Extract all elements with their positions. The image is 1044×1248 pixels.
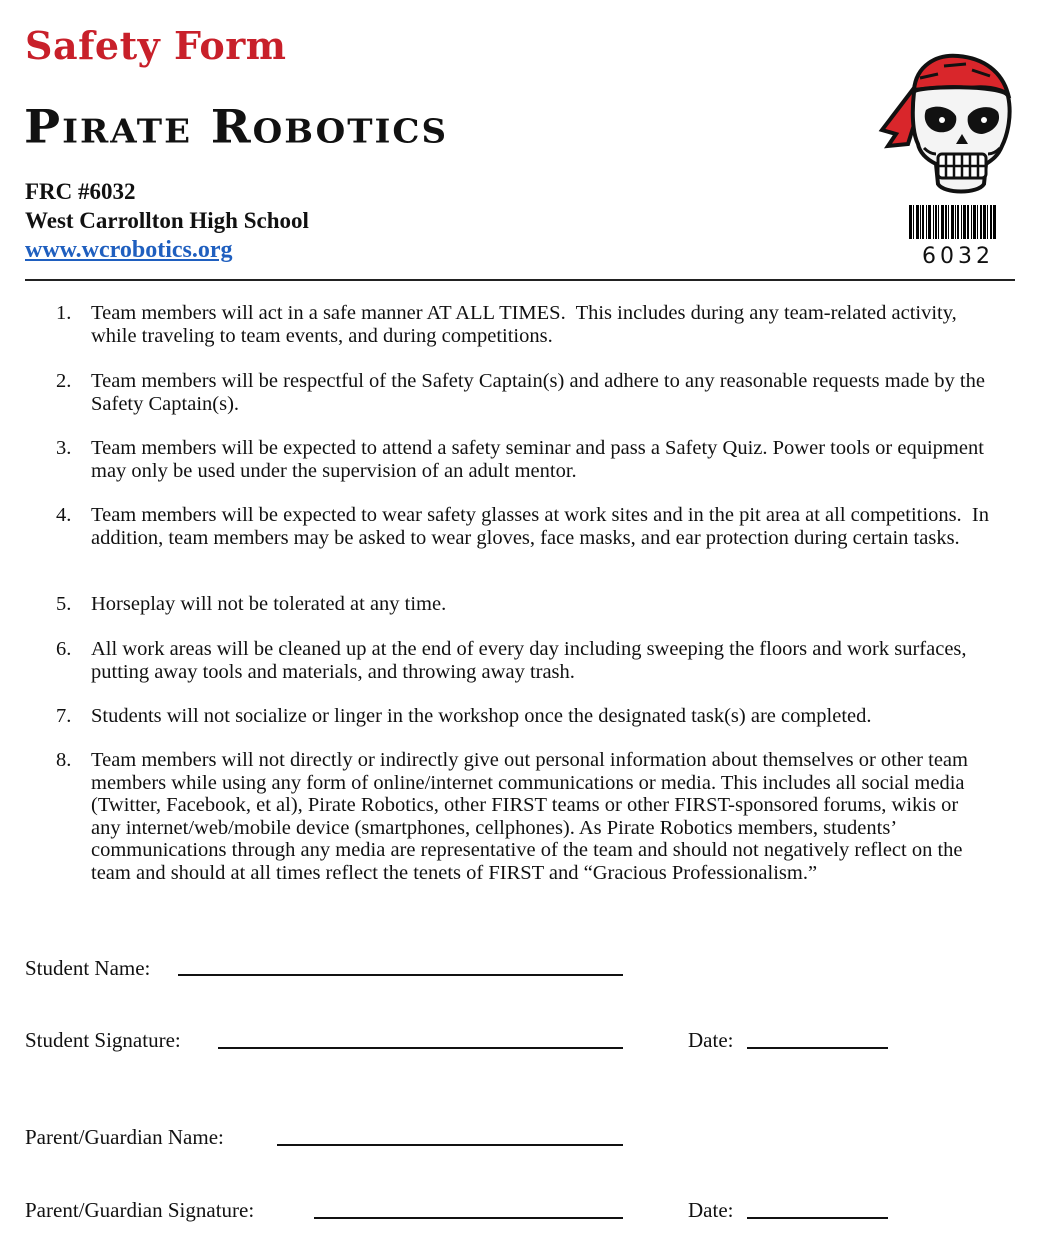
rule-number: 6. <box>56 638 72 660</box>
parent-date-field[interactable] <box>747 1217 888 1219</box>
header-divider <box>25 279 1015 281</box>
rule-text: All work areas will be cleaned up at the end of every day including sweeping the floors and work surfaces, putting away tools and materials, and throwing away trash. <box>91 638 967 683</box>
parent-name-field[interactable] <box>277 1144 623 1146</box>
rule-text: Team members will be expected to wear safety glasses at work sites and in the pit area at all competitions. In addition, team members may be asked to wear gloves, face masks, and ear protection during certain tasks. <box>91 504 989 549</box>
barcode-number: 6032 <box>922 244 994 269</box>
school-name: West Carrollton High School <box>25 208 309 233</box>
student-signature-field[interactable] <box>218 1047 623 1049</box>
rule-text: Students will not socialize or linger in the workshop once the designated task(s) are completed. <box>91 705 872 727</box>
rule-number: 8. <box>56 749 72 771</box>
student-signature-label: Student Signature: <box>25 1028 181 1052</box>
rule-text: Team members will be respectful of the Safety Captain(s) and adhere to any reasonable requests made by the Safety Captain(s). <box>91 370 985 415</box>
rule-number: 7. <box>56 705 72 727</box>
pirate-skull-icon <box>874 48 1022 203</box>
rule-number: 1. <box>56 302 72 324</box>
rule-text: Team members will be expected to attend a safety seminar and pass a Safety Quiz. Power tools or equipment may only be used under the supervision of an adult mentor. <box>91 437 984 482</box>
rule-number: 5. <box>56 593 72 615</box>
student-date-label: Date: <box>688 1028 734 1052</box>
rule-text: Team members will not directly or indirectly give out personal information about themselves or other team members while using any form of online/internet communications or media. This includes all social media (Twitter, Facebook, et al), Pirate Robotics, other FIRST teams or other FIRST-sponsored forums, wikis or any internet/web/mobile device (smartphones, cellphones). As Pirate Robotics members, students’ communications through any media are representative of the team and should not negatively reflect on the team and should at all times reflect the tenets of FIRST and “Gracious Professionalism.” <box>91 749 968 884</box>
team-info <box>25 177 309 265</box>
barcode <box>909 205 1005 239</box>
student-date-field[interactable] <box>747 1047 888 1049</box>
rule-number: 4. <box>56 504 72 526</box>
rule-text: Horseplay will not be tolerated at any time. <box>91 593 447 615</box>
parent-name-label: Parent/Guardian Name: <box>25 1125 224 1149</box>
website-link[interactable]: www.wcrobotics.org <box>25 237 233 263</box>
parent-signature-label: Parent/Guardian Signature: <box>25 1198 255 1222</box>
team-number: FRC #6032 <box>25 179 136 204</box>
rule-text: Team members will act in a safe manner AT ALL TIMES. This includes during any team-related activity, while traveling to team events, and during competitions. <box>91 302 957 347</box>
rule-number: 3. <box>56 437 72 459</box>
parent-date-label: Date: <box>688 1198 734 1222</box>
parent-signature-field[interactable] <box>314 1217 623 1219</box>
brand-name: Pirate Robotics <box>24 100 449 154</box>
student-name-field[interactable] <box>178 974 623 976</box>
rule-number: 2. <box>56 370 72 392</box>
student-name-label: Student Name: <box>25 956 151 980</box>
form-title: Safety Form <box>25 23 287 68</box>
